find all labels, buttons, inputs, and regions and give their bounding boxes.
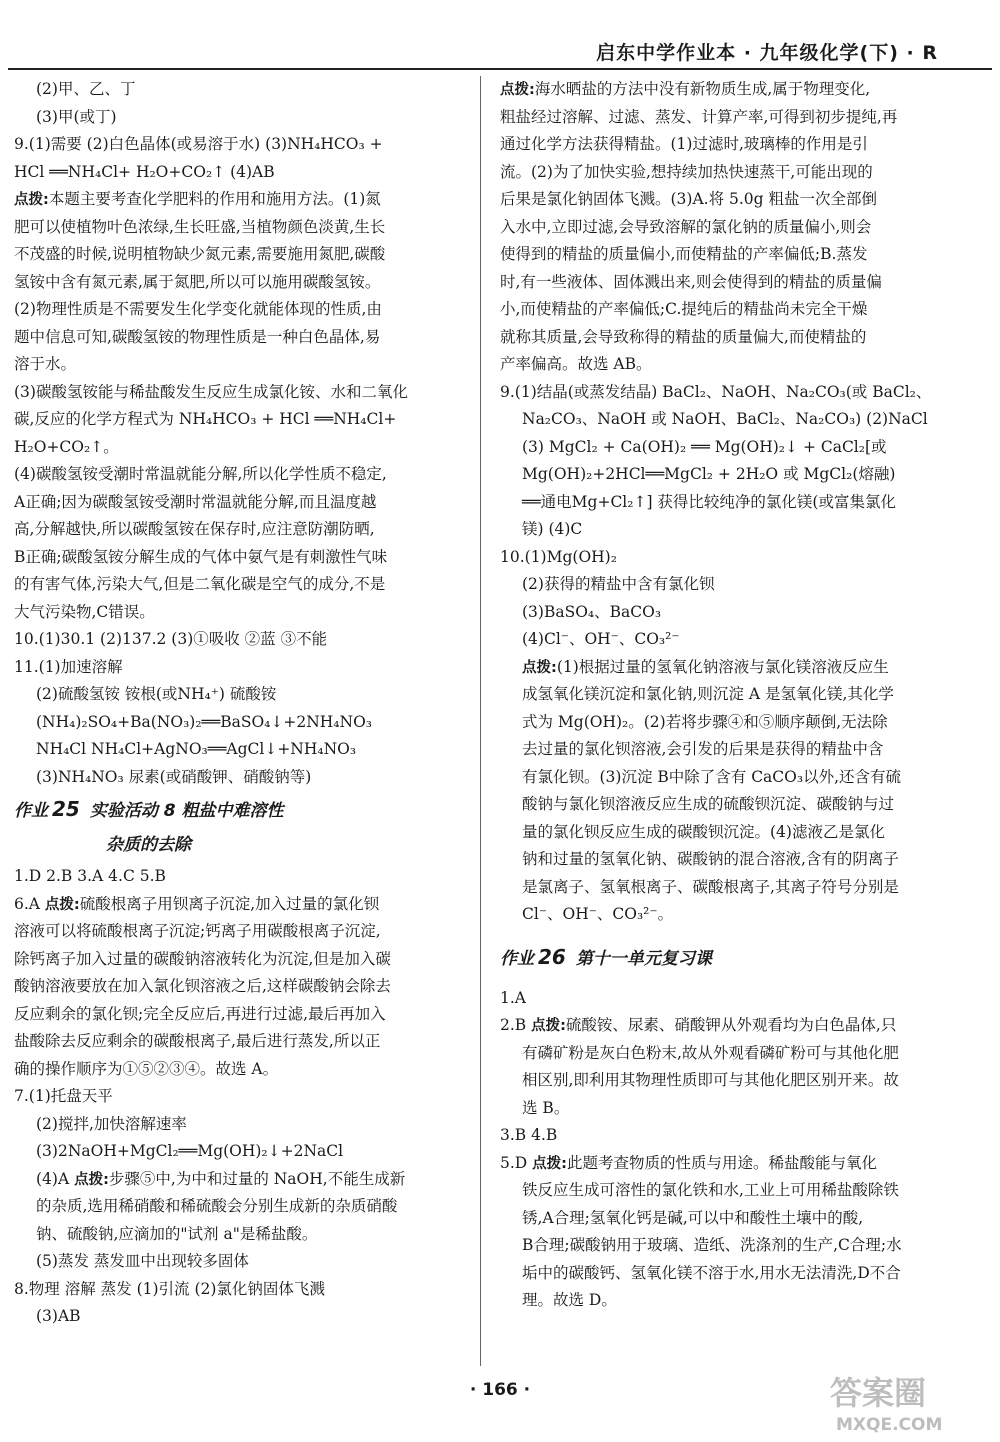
text-line [14, 489, 464, 517]
watermark-url: MXQE.COM [836, 1415, 943, 1434]
text-line [14, 351, 464, 379]
column-divider [480, 76, 481, 1366]
text-line [14, 1166, 464, 1194]
hint-label: 点拨: [74, 1171, 109, 1188]
answer-text: 肥可以使植物叶色浓绿,生长旺盛,当植物颜色淡黄,生长 [14, 217, 386, 236]
text-line [500, 819, 946, 847]
answer-text: 确的操作顺序为①⑤②③④。故选 A。 [14, 1059, 279, 1078]
watermark-logo [822, 1368, 992, 1434]
text-line [14, 1221, 464, 1249]
answer-text: 时,有一些液体、固体溅出来,则会使得到的精盐的质量偏 [500, 272, 882, 291]
section-title: 实验活动 8 粗盐中难溶性 [89, 801, 284, 821]
text-line [500, 241, 946, 269]
answer-text: 酸钠溶液要放在加入氯化钡溶液之后,这样碳酸钠会除去 [14, 977, 391, 995]
text-line [14, 296, 464, 324]
text-line [14, 324, 464, 352]
answer-text: 小,而使精盐的产率偏低;C.提纯后的精盐尚未完全干燥 [500, 300, 868, 318]
text-line [14, 269, 464, 297]
text-line [500, 461, 946, 489]
answer-text: 的杂质,选用稀硝酸和稀硫酸会分别生成新的杂质硝酸 [36, 1197, 398, 1215]
answer-text: 式为 Mg(OH)₂。(2)若将步骤④和⑤顺序颠倒,无法除 [522, 712, 888, 731]
answer-text: (2)搅拌,加快溶解速率 [36, 1114, 187, 1133]
answer-text: (3)2NaOH+MgCl₂══Mg(OH)₂↓+2NaCl [36, 1142, 344, 1160]
answer-text: (3)NH₄NO₃ 尿素(或硝酸钾、硝酸钠等) [36, 767, 312, 786]
answer-text: B正确;碳酸氢铵分解生成的气体中氨气是有刺激性气味 [14, 547, 388, 566]
text-line [500, 104, 946, 132]
answer-text: 9.(1)需要 (2)白色晶体(或易溶于水) (3)NH₄HCO₃ + [14, 135, 383, 153]
text-line [500, 1205, 946, 1233]
answer-text: Na₂CO₃、NaOH 或 NaOH、BaCl₂、Na₂CO₃) (2)NaCl [522, 410, 928, 428]
text-line [14, 1193, 464, 1221]
answer-text: 铁反应生成可溶性的氯化铁和水,工业上可用稀盐酸除铁 [522, 1181, 899, 1199]
text-line [14, 1111, 464, 1139]
answer-text: 2.B [500, 1016, 532, 1034]
answer-text: 粗盐经过溶解、过滤、蒸发、计算产率,可得到初步提纯,再 [500, 107, 898, 126]
spacer [500, 929, 946, 939]
answer-text: 去过量的氯化钡溶液,会引发的后果是获得的精盐中含 [522, 740, 884, 758]
text-line [14, 681, 464, 709]
answer-text: 锈,A合理;氢氧化钙是碱,可以中和酸性土壤中的酸, [522, 1208, 864, 1227]
answer-text: (2)获得的精盐中含有氯化钡 [522, 575, 715, 593]
text-line [14, 709, 464, 737]
answer-text: (2)甲、乙、丁 [36, 80, 136, 98]
text-line [500, 379, 946, 407]
hint-label: 点拨: [522, 659, 557, 676]
answer-text: 量的氯化钡反应生成的碳酸钡沉淀。(4)滤液乙是氯化 [522, 822, 885, 841]
answer-text: 6.A [14, 894, 45, 913]
answer-text: 3.B 4.B [500, 1126, 558, 1144]
text-line [14, 241, 464, 269]
answer-text: 碳,反应的化学方程式为 NH₄HCO₃ + HCl ══NH₄Cl+ [14, 410, 397, 428]
answer-text: 题中信息可知,碳酸氢铵的物理性质是一种白色晶体,易 [14, 327, 381, 346]
answer-text: 酸钠与氯化钡溶液反应生成的硫酸钡沉淀、碳酸钠与过 [522, 795, 895, 813]
answer-text: 相区别,即利用其物理性质即可与其他化肥区别开来。故 [522, 1071, 899, 1089]
text-line [500, 351, 946, 379]
text-line [500, 1012, 946, 1040]
text-line [14, 1028, 464, 1056]
text-line [14, 516, 464, 544]
answer-text: (2)物理性质是不需要发生化学变化就能体现的性质,由 [14, 300, 382, 318]
answer-text: 钠和过量的氢氧化钠、碳酸钠的混合溶液,含有的阴离子 [522, 850, 899, 868]
answer-text: (3)甲(或丁) [36, 107, 117, 126]
answer-text: Cl⁻、OH⁻、CO₃²⁻。 [522, 905, 674, 923]
answer-text: ══通电Mg+Cl₂↑] 获得比较纯净的氯化镁(或富集氯化 [522, 492, 896, 511]
answer-text: (4)碳酸氢铵受潮时常温就能分解,所以化学性质不稳定, [14, 465, 387, 483]
right-column [500, 76, 946, 1315]
text-line [14, 654, 464, 682]
answer-text: 高,分解越快,所以碳酸氢铵在保存时,应注意防潮防晒, [14, 520, 375, 538]
hint-text: 硫酸根离子用钡离子沉淀,加入过量的氯化钡 [79, 894, 380, 913]
text-line [500, 1232, 946, 1260]
text-line [500, 1287, 946, 1315]
text-line [500, 76, 946, 104]
hint-text: 步骤⑤中,为中和过量的 NaOH,不能生成新 [108, 1169, 406, 1188]
answer-text: 反应剩余的氯化钡;完全反应后,再进行过滤,最后再加入 [14, 1004, 386, 1023]
hint-label: 点拨: [531, 1018, 566, 1034]
section-title: 第十一单元复习课 [575, 948, 712, 969]
text-line [14, 461, 464, 489]
answer-text: 钠、硫酸钠,应滴加的"试剂 a"是稀盐酸。 [36, 1224, 318, 1243]
hint-label: 点拨: [532, 1155, 567, 1172]
answer-text: (3) MgCl₂ + Ca(OH)₂ ══ Mg(OH)₂↓ + CaCl₂[或 [522, 437, 887, 456]
text-line [500, 736, 946, 764]
answer-text: 氢铵中含有氮元素,属于氮肥,所以可以施用碳酸氢铵。 [14, 272, 381, 291]
text-line [500, 681, 946, 709]
section-heading [14, 791, 464, 827]
text-line [500, 626, 946, 654]
hint-label: 点拨: [14, 192, 49, 208]
answer-text: 1.D 2.B 3.A 4.C 5.B [14, 867, 166, 885]
text-line [500, 1067, 946, 1095]
text-line [14, 76, 464, 104]
header-rule [8, 68, 992, 70]
answer-text: 就称其质量,会导致称得的精盐的质量偏大,而使精盐的 [500, 327, 867, 346]
answer-text: 有磷矿粉是灰白色粉末,故从外观看磷矿粉可与其他化肥 [522, 1043, 899, 1062]
text-line [14, 571, 464, 599]
answer-text: 5.D [500, 1153, 533, 1172]
watermark-text: 答案圈 [830, 1374, 927, 1412]
answer-text: 除钙离子加入过量的碳酸钠溶液转化为沉淀,但是加入碳 [14, 949, 391, 968]
text-line [14, 1083, 464, 1111]
text-line [500, 846, 946, 874]
section-number: 26 [538, 944, 566, 969]
text-line [14, 186, 464, 214]
text-line [500, 434, 946, 462]
text-line [500, 269, 946, 297]
answer-text: 大气污染物,C错误。 [14, 602, 155, 621]
text-line [500, 791, 946, 819]
text-line [500, 1177, 946, 1205]
answer-text: (3)AB [36, 1307, 81, 1325]
hint-label: 点拨: [44, 896, 80, 913]
answer-text: 9.(1)结晶(或蒸发结晶) BaCl₂、NaOH、Na₂CO₃(或 BaCl₂、 [500, 382, 932, 401]
text-line [500, 1095, 946, 1123]
section-label: 作业 [14, 801, 48, 821]
answer-text: 垢中的碳酸钙、氢氧化镁不溶于水,用水无法清洗,D不合 [522, 1263, 901, 1282]
hint-label: 点拨: [500, 82, 535, 98]
answer-text: 海水晒盐的方法中没有新物质生成,属于物理变化, [534, 80, 871, 98]
text-line [14, 379, 464, 407]
text-line [500, 985, 946, 1013]
text-line [500, 571, 946, 599]
answer-text: (5)蒸发 蒸发皿中出现较多固体 [36, 1252, 249, 1270]
text-line [14, 736, 464, 764]
answer-text: NH₄Cl NH₄Cl+AgNO₃══AgCl↓+NH₄NO₃ [36, 740, 357, 758]
text-line [14, 104, 464, 132]
text-line [14, 1248, 464, 1276]
answer-text: 10.(1)30.1 (2)137.2 (3)①吸收 ②蓝 ③不能 [14, 630, 328, 648]
spacer [500, 975, 946, 985]
answer-text: (1)根据过量的氢氧化钠溶液与氯化镁溶液反应生 [556, 657, 889, 676]
left-column [14, 76, 464, 1331]
text-line [14, 599, 464, 627]
answer-text: 7.(1)托盘天平 [14, 1087, 113, 1105]
text-line [14, 1001, 464, 1029]
page-number: · 166 · [469, 1380, 531, 1400]
hint-text: 硫酸铵、尿素、硝酸钾从外观看均为白色晶体,只 [565, 1016, 897, 1034]
answer-text: 使得到的精盐的质量偏小,而使精盐的产率偏低;B.蒸发 [500, 245, 868, 263]
answer-text: 盐酸除去反应剩余的碳酸根离子,最后进行蒸发,所以正 [14, 1032, 381, 1050]
text-line [500, 901, 946, 929]
text-line [14, 863, 464, 891]
header-title: 启东中学作业本 · 九年级化学(下) · R [596, 42, 938, 64]
text-line [500, 516, 946, 544]
answer-text: 11.(1)加速溶解 [14, 657, 123, 676]
answer-text: 溶液可以将硫酸根离子沉淀;钙离子用碳酸根离子沉淀, [14, 922, 381, 940]
answer-text: 1.A [500, 988, 526, 1007]
answer-text: HCl ══NH₄Cl+ H₂O+CO₂↑ (4)AB [14, 162, 275, 181]
text-line [14, 764, 464, 792]
answer-text: (4)A [36, 1169, 75, 1188]
answer-text: (NH₄)₂SO₄+Ba(NO₃)₂══BaSO₄↓+2NH₄NO₃ [36, 712, 372, 731]
text-line [500, 764, 946, 792]
answer-text: 入水中,立即过滤,会导致溶解的氯化钠的质量偏小,则会 [500, 217, 872, 236]
text-line [14, 434, 464, 462]
answer-text: (2)硫酸氢铵 铵根(或NH₄⁺) 硫酸铵 [36, 685, 277, 703]
answer-text: H₂O+CO₂↑。 [14, 437, 119, 456]
text-line [14, 946, 464, 974]
answer-text: Mg(OH)₂+2HCl══MgCl₂ + 2H₂O 或 MgCl₂(熔融) [522, 465, 896, 483]
answer-text: 理。故选 D。 [522, 1291, 617, 1309]
answer-text: 溶于水。 [14, 355, 77, 373]
answer-text: 有氯化钡。(3)沉淀 B中除了含有 CaCO₃以外,还含有硫 [522, 767, 902, 786]
text-line [500, 186, 946, 214]
text-line [500, 489, 946, 517]
section-subtitle: 杂质的去除 [106, 835, 191, 855]
section-number: 25 [52, 797, 80, 821]
answer-text: 不茂盛的时候,说明植物缺少氮元素,需要施用氮肥,碳酸 [14, 245, 386, 263]
answer-text: (3)BaSO₄、BaCO₃ [522, 602, 662, 621]
text-line [14, 626, 464, 654]
text-line [14, 1056, 464, 1084]
text-line [500, 296, 946, 324]
answer-text: 8.物理 溶解 蒸发 (1)引流 (2)氯化钠固体飞溅 [14, 1279, 325, 1298]
text-line [500, 1122, 946, 1150]
text-line [14, 891, 464, 919]
text-line [500, 406, 946, 434]
answer-text: (3)碳酸氢铵能与稀盐酸发生反应生成氯化铵、水和二氧化 [14, 382, 408, 401]
answer-text: 通过化学方法获得精盐。(1)过滤时,玻璃棒的作用是引 [500, 135, 868, 153]
answer-text: 成氢氧化镁沉淀和氯化钠,则沉淀 A 是氢氧化镁,其化学 [522, 685, 894, 703]
text-line [500, 874, 946, 902]
hint-text: 此题考查物质的性质与用途。稀盐酸能与氧化 [566, 1153, 877, 1172]
text-line [14, 131, 464, 159]
answer-text: B合理;碳酸钠用于玻璃、造纸、洗涤剂的生产,C合理;水 [522, 1236, 902, 1254]
text-line [14, 973, 464, 1001]
text-line [500, 1150, 946, 1178]
text-line [14, 918, 464, 946]
answer-text: 流。(2)为了加快实验,想持续加热快速蒸干,可能出现的 [500, 162, 873, 181]
answer-text: 是氯离子、氢氧根离子、碳酸根离子,其离子符号分别是 [522, 877, 899, 896]
text-line [14, 1303, 464, 1331]
text-line [14, 406, 464, 434]
text-line [14, 1138, 464, 1166]
text-line [14, 1276, 464, 1304]
text-line [14, 544, 464, 572]
answer-text: 的有害气体,污染大气,但是二氧化碳是空气的成分,不是 [14, 575, 386, 593]
text-line [500, 131, 946, 159]
section-label: 作业 [500, 948, 534, 969]
answer-text: 镁) (4)C [522, 520, 583, 538]
text-line [500, 159, 946, 187]
text-line [500, 1260, 946, 1288]
text-line [500, 709, 946, 737]
text-line [500, 214, 946, 242]
text-line [500, 544, 946, 572]
answer-text: 选 B。 [522, 1098, 570, 1117]
answer-text: 后果是氯化钠固体飞溅。(3)A.将 5.0g 粗盐一次全部倒 [500, 190, 878, 208]
text-line [500, 1040, 946, 1068]
answer-text: 10.(1)Mg(OH)₂ [500, 547, 617, 566]
answer-text: A正确;因为碳酸氢铵受潮时常温就能分解,而且温度越 [14, 492, 377, 511]
answer-text: (4)Cl⁻、OH⁻、CO₃²⁻ [522, 630, 680, 648]
answer-text: 产率偏高。故选 AB。 [500, 355, 652, 373]
answer-text: 本题主要考查化学肥料的作用和施用方法。(1)氮 [48, 190, 381, 208]
text-line [500, 599, 946, 627]
text-line [500, 324, 946, 352]
section-heading [500, 939, 946, 975]
page-header [0, 0, 1000, 72]
text-line [14, 214, 464, 242]
text-line [500, 654, 946, 682]
text-line [14, 159, 464, 187]
